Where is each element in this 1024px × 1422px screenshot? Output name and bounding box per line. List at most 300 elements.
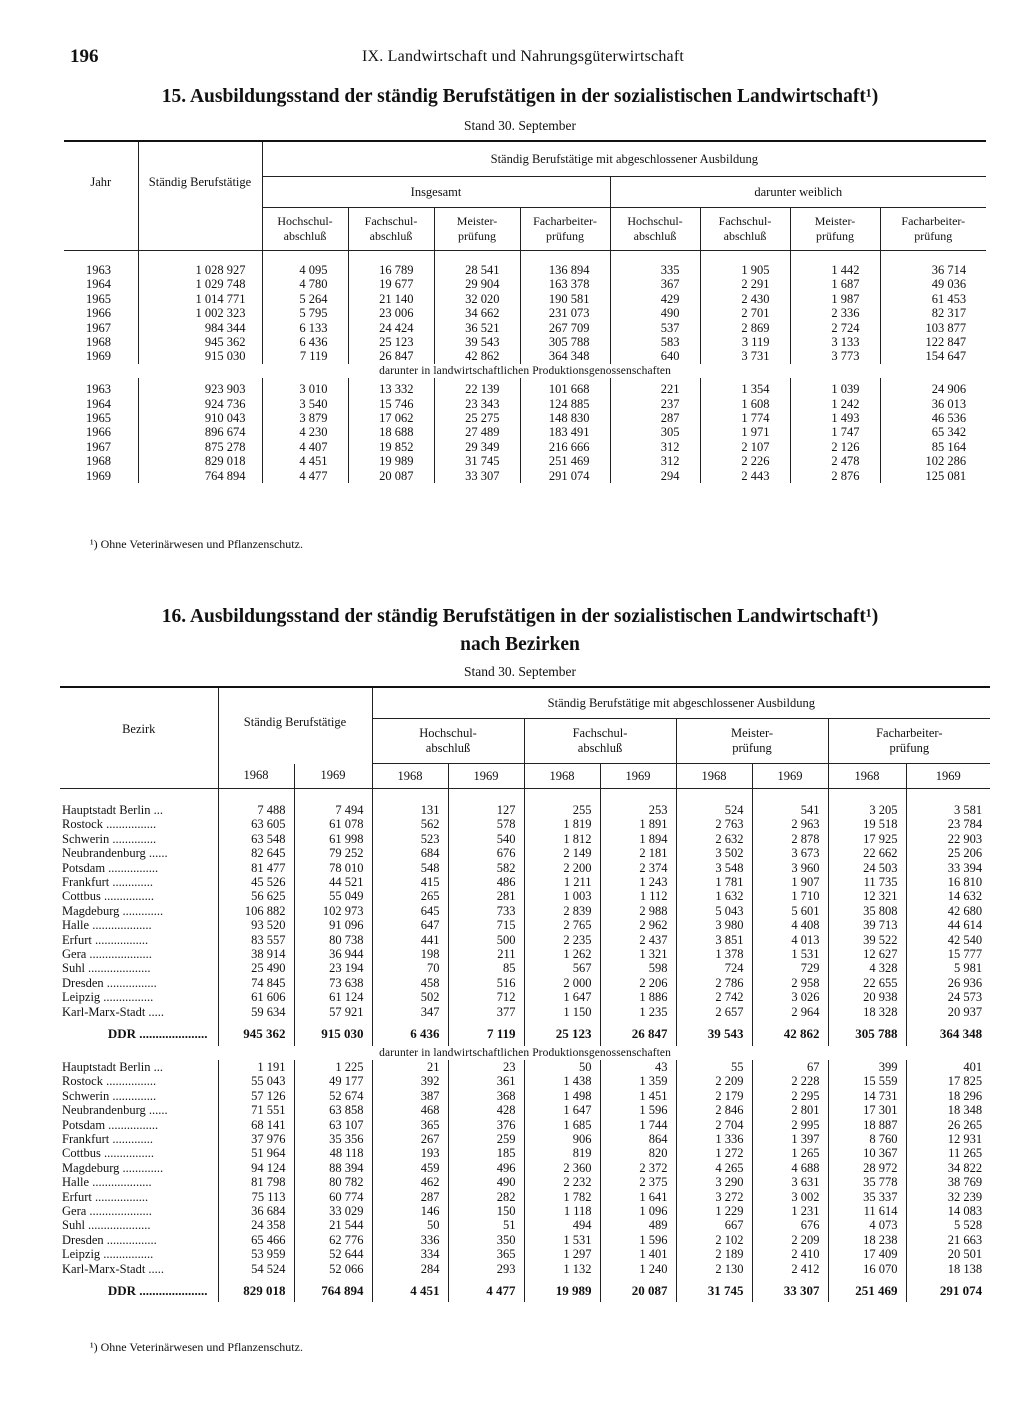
table-row [60,861,990,875]
table-cell: 185 [448,1146,524,1160]
table-cell: 21 [372,1060,448,1074]
table-cell: 2 291 [700,277,790,291]
table-cell: 49 036 [931,277,967,292]
table-cell: 38 914 [218,947,294,961]
table-cell: 1 647 [524,1103,600,1117]
table-cell: 1 774 [700,411,790,425]
table-cell: 24 424 [348,321,434,335]
table-cell: 2 963 [752,817,828,831]
table-cell: 3 026 [752,990,828,1004]
table-cell: 42 680 [947,903,983,918]
row-bezirk: Schwerin .............. [60,1089,218,1103]
table-row [60,1161,990,1175]
col-header-sub: Facharbeiter-prüfung [828,719,990,764]
table-cell: 945 362 [218,1019,294,1045]
table-cell: 945 362 [138,335,262,349]
table-cell: 18 328 [828,1005,906,1019]
table-cell: 198 [372,947,448,961]
table-cell: 1 608 [700,397,790,411]
table-cell: 4 477 [448,1276,524,1302]
table-cell: 7 119 [262,349,348,363]
table-cell: 336 [372,1233,448,1247]
table-cell: 2 206 [600,976,676,990]
table-cell: 39 543 [676,1019,752,1045]
table-cell: 540 [448,832,524,846]
table-cell: 334 [372,1247,448,1261]
table-cell: 22 903 [947,831,983,846]
col-header-weiblich: darunter weiblich [610,177,986,208]
table-row [60,1132,990,1146]
table-cell: 33 307 [752,1276,828,1302]
table-cell: 4 477 [262,469,348,483]
table-cell: 5 601 [752,904,828,918]
table-cell: 2 632 [676,832,752,846]
table-cell: 45 526 [218,875,294,889]
col-header-year: Jahr [64,141,138,251]
table-cell: 764 894 [294,1276,372,1302]
table-cell: 21 544 [294,1218,372,1232]
table-cell: 15 746 [348,397,434,411]
table-cell: 23 343 [434,397,520,411]
table-row [60,1146,990,1160]
table-cell: 74 845 [218,976,294,990]
table-cell: 25 275 [434,411,520,425]
table-cell: 23 006 [348,306,434,320]
table-cell: 1 039 [790,378,880,396]
table-cell: 3 010 [262,378,348,396]
table-cell: 39 543 [434,335,520,349]
table-row [60,1103,990,1117]
table-cell: 67 [752,1060,828,1074]
table-cell: 81 798 [218,1175,294,1189]
table-cell: 2 763 [676,817,752,831]
table-cell: 39 713 [828,918,906,932]
table-cell: 25 123 [524,1019,600,1045]
table-cell: 61 453 [931,291,967,306]
table-cell: 548 [372,861,448,875]
table-cell: 94 124 [218,1161,294,1175]
table-cell: 35 337 [828,1190,906,1204]
table-row [64,469,986,483]
table-cell: 93 520 [218,918,294,932]
table-cell: 163 378 [520,277,610,291]
table15-title: 15. Ausbildungsstand der ständig Berufstätigen in der sozialistischen Landwirtschaft¹) [161,86,879,107]
table-cell: 31 745 [434,454,520,468]
row-bezirk: Neubrandenburg ...... [60,846,218,860]
table-cell: 85 164 [931,439,967,454]
table-row [60,933,990,947]
table-row [64,454,986,468]
col-header-year: 1968 [676,764,752,789]
table-cell: 36 521 [434,321,520,335]
table-cell: 2 964 [752,1005,828,1019]
table-cell: 3 502 [676,846,752,860]
table-cell: 12 321 [828,889,906,903]
table-cell: 2 443 [700,469,790,483]
table-cell: 829 018 [218,1276,294,1302]
table-cell: 1 014 771 [138,292,262,306]
table-row [60,1118,990,1132]
table-cell: 3 773 [790,349,880,363]
row-bezirk: Gera .................... [60,947,218,961]
table-cell: 820 [600,1146,676,1160]
table-cell: 55 049 [294,889,372,903]
table-cell: 18 688 [348,425,434,439]
table-cell: 1 747 [790,425,880,439]
table-cell: 33 029 [294,1204,372,1218]
table-cell: 541 [752,789,828,818]
table-cell: 17 062 [348,411,434,425]
table-cell: 1 002 323 [138,306,262,320]
table-cell: 1 451 [600,1089,676,1103]
table-cell: 399 [828,1060,906,1074]
table-cell: 122 847 [925,335,967,350]
table-cell: 715 [448,918,524,932]
table-cell: 1 632 [676,889,752,903]
table-row [60,918,990,932]
table-cell: 231 073 [520,306,610,320]
table-cell: 516 [448,976,524,990]
table-cell: 1 243 [600,875,676,889]
running-head: IX. Landwirtschaft und Nahrungsgüterwirtschaft [362,48,684,65]
table-cell: 645 [372,904,448,918]
table-cell: 1 096 [600,1204,676,1218]
table-cell: 1 891 [600,817,676,831]
table-cell: 676 [752,1218,828,1232]
table-cell: 211 [448,947,524,961]
table-cell: 28 972 [828,1161,906,1175]
table-cell: 2 878 [752,832,828,846]
table-row [64,378,986,396]
table-cell: 38 769 [947,1175,983,1190]
table-cell: 25 206 [947,846,983,861]
table-cell: 567 [524,961,600,975]
table-cell: 1 397 [752,1132,828,1146]
table-cell: 281 [448,889,524,903]
row-bezirk: Halle ................... [60,1175,218,1189]
table-cell: 305 [610,425,700,439]
table-cell: 52 066 [294,1262,372,1276]
table-cell: 350 [448,1233,524,1247]
table-cell: 2 478 [790,454,880,468]
table-cell: 1 297 [524,1247,600,1261]
table-cell: 55 043 [218,1074,294,1088]
table-cell: 150 [448,1204,524,1218]
table-cell: 3 851 [676,933,752,947]
row-bezirk: Suhl .................... [60,1218,218,1232]
table-cell: 33 307 [434,469,520,483]
table-cell: 48 118 [294,1146,372,1160]
table-cell: 1 438 [524,1074,600,1088]
table-cell: 3 673 [752,846,828,860]
table-cell: 1 118 [524,1204,600,1218]
table-cell: 23 [448,1060,524,1074]
table-row [64,425,986,439]
table-cell: 50 [372,1218,448,1232]
table-cell: 291 074 [520,469,610,483]
table-cell: 190 581 [520,292,610,306]
table-cell: 2 179 [676,1089,752,1103]
table-cell: 19 989 [524,1276,600,1302]
row-year: 1969 [64,469,138,483]
table-cell: 915 030 [138,349,262,363]
row-bezirk: Schwerin .............. [60,832,218,846]
table-cell: 305 788 [828,1019,906,1045]
table-cell: 2 130 [676,1262,752,1276]
table-cell: 12 627 [828,947,906,961]
table-cell: 26 936 [947,975,983,990]
table-cell: 2 701 [700,306,790,320]
table-cell: 2 226 [700,454,790,468]
row-year: 1965 [64,411,138,425]
table-cell: 44 521 [294,875,372,889]
table-cell: 2 786 [676,976,752,990]
col-header-total: Ständig Berufstätige [138,141,262,251]
table-cell: 43 [600,1060,676,1074]
table-cell: 83 557 [218,933,294,947]
table-cell: 70 [372,961,448,975]
table-cell: 1 782 [524,1190,600,1204]
section-label: darunter in landwirtschaftlichen Produktionsgenossenschaften [379,364,671,377]
row-bezirk: Cottbus ................ [60,1146,218,1160]
table-cell: 376 [448,1118,524,1132]
table-cell: 1 710 [752,889,828,903]
table-cell: 5 795 [262,306,348,320]
table-cell: 63 858 [294,1103,372,1117]
table-row [60,1247,990,1261]
table-cell: 23 784 [947,817,983,832]
table-cell: 667 [676,1218,752,1232]
table-cell: 1 442 [790,251,880,278]
row-bezirk: Erfurt ................. [60,933,218,947]
table-cell: 29 349 [434,440,520,454]
table-cell: 17 925 [828,832,906,846]
table-cell: 364 348 [939,1026,983,1042]
table-cell: 6 436 [372,1019,448,1045]
table-row [60,947,990,961]
table-cell: 364 348 [520,349,610,363]
table-cell: 80 738 [294,933,372,947]
table-cell: 2 235 [524,933,600,947]
table-cell: 7 494 [294,789,372,818]
table15-subtitle: Stand 30. September [463,118,577,133]
table-cell: 3 272 [676,1190,752,1204]
table-row [60,904,990,918]
table-cell: 42 540 [947,932,983,947]
table-cell: 2 360 [524,1161,600,1175]
table-cell: 29 904 [434,277,520,291]
table-cell: 37 976 [218,1132,294,1146]
table-cell: 2 228 [752,1074,828,1088]
table-cell: 19 518 [828,817,906,831]
table-cell: 31 745 [676,1276,752,1302]
table-row [60,990,990,1004]
table-cell: 17 825 [947,1074,983,1089]
table-cell: 23 194 [294,961,372,975]
table-cell: 582 [448,861,524,875]
table-cell: 4 407 [262,440,348,454]
table16-subtitle: Stand 30. September [463,664,577,679]
table-cell: 251 469 [520,454,610,468]
table-cell: 8 760 [828,1132,906,1146]
table-cell: 684 [372,846,448,860]
table-cell: 2 189 [676,1247,752,1261]
table-cell: 7 488 [218,789,294,818]
table-cell: 2 801 [752,1103,828,1117]
table-cell: 1 029 748 [138,277,262,291]
table-cell: 583 [610,335,700,349]
table-cell: 5 981 [953,961,983,976]
table-cell: 57 921 [294,1005,372,1019]
row-bezirk: Magdeburg ............. [60,1161,218,1175]
table-cell: 489 [600,1218,676,1232]
table-cell: 458 [372,976,448,990]
col-header-year: 1969 [752,764,828,789]
table-row [60,817,990,831]
table-cell: 4 451 [262,454,348,468]
table-cell: 1 596 [600,1233,676,1247]
table-cell: 24 906 [931,382,967,397]
table-cell: 1 262 [524,947,600,961]
table-cell: 34 662 [434,306,520,320]
table-cell: 61 606 [218,990,294,1004]
table-cell: 11 735 [828,875,906,889]
table-cell: 3 960 [752,861,828,875]
table-cell: 65 342 [931,425,967,440]
table-cell: 44 614 [947,918,983,933]
table-cell: 640 [610,349,700,363]
table-cell: 36 714 [931,263,967,277]
table-cell: 6 133 [262,321,348,335]
col-header-year: 1968 [524,764,600,789]
row-bezirk: Frankfurt ............. [60,1132,218,1146]
table-row [60,1060,990,1074]
col-header-year: 1969 [448,764,524,789]
table-cell: 20 501 [947,1247,983,1262]
table-cell: 27 489 [434,425,520,439]
table-cell: 63 605 [218,817,294,831]
table-cell: 101 668 [520,378,610,396]
table-cell: 387 [372,1089,448,1103]
table-cell: 6 436 [262,335,348,349]
table-cell: 52 644 [294,1247,372,1261]
table-cell: 255 [524,789,600,818]
table-cell: 39 522 [828,933,906,947]
table-cell: 60 774 [294,1190,372,1204]
table-cell: 85 [448,961,524,975]
table-row [64,277,986,291]
table-cell: 56 625 [218,889,294,903]
table-cell: 127 [448,789,524,818]
table-cell: 13 332 [348,378,434,396]
table-cell: 102 973 [294,904,372,918]
table-cell: 468 [372,1103,448,1117]
table-cell: 75 113 [218,1190,294,1204]
table-cell: 1 240 [600,1262,676,1276]
col-header-sub: Meister-prüfung [790,208,880,251]
table-cell: 5 043 [676,904,752,918]
table-cell: 1 685 [524,1118,600,1132]
table-cell: 284 [372,1262,448,1276]
table-cell: 2 437 [600,933,676,947]
table-row [60,1175,990,1189]
table-cell: 523 [372,832,448,846]
table-cell: 3 205 [828,789,906,818]
table-cell: 61 078 [294,817,372,831]
table-cell: 61 124 [294,990,372,1004]
table-cell: 3 133 [790,335,880,349]
table-cell: 20 937 [947,1004,983,1019]
row-bezirk: Leipzig ................ [60,990,218,1004]
table16 [60,686,990,1302]
row-year: 1964 [64,397,138,411]
col-header-group: Ständig Berufstätige mit abgeschlossener Ausbildung [262,141,986,177]
table-cell: 293 [448,1262,524,1276]
table-cell: 193 [372,1146,448,1160]
table-cell: 34 822 [947,1160,983,1175]
table-cell: 221 [610,378,700,396]
col-header-sub: Hochschul-abschluß [610,208,700,251]
table-cell: 237 [610,397,700,411]
table-cell: 2 209 [676,1074,752,1088]
table-cell: 1 028 927 [138,251,262,278]
table-cell: 24 503 [828,861,906,875]
row-bezirk: Potsdam ................ [60,1118,218,1132]
table-cell: 54 524 [218,1262,294,1276]
row-bezirk: Frankfurt ............. [60,875,218,889]
row-bezirk: Rostock ................ [60,1074,218,1088]
row-year: 1966 [64,425,138,439]
table-cell: 829 018 [138,454,262,468]
col-header-sub: Facharbeiter-prüfung [901,214,966,243]
table-cell: 62 776 [294,1233,372,1247]
table-cell: 3 879 [262,411,348,425]
table-cell: 51 [448,1218,524,1232]
table-cell: 3 540 [262,397,348,411]
table-cell: 59 634 [218,1005,294,1019]
table-cell: 647 [372,918,448,932]
row-bezirk: Neubrandenburg ...... [60,1103,218,1117]
table-cell: 51 964 [218,1146,294,1160]
table-row [64,292,986,306]
table-cell: 365 [448,1247,524,1261]
table-cell: 1 191 [218,1060,294,1074]
table-cell: 26 847 [600,1019,676,1045]
table-cell: 55 [676,1060,752,1074]
table-cell: 14 083 [947,1203,983,1218]
table-cell: 1 150 [524,1005,600,1019]
table-cell: 2 958 [752,976,828,990]
col-header-sub: Hochschul-abschluß [372,719,524,764]
table-cell: 733 [448,904,524,918]
table-cell: 3 631 [752,1175,828,1189]
table-cell: 486 [448,875,524,889]
table-cell: 82 317 [931,306,967,321]
table-cell: 490 [610,306,700,320]
table-cell: 73 638 [294,976,372,990]
table-cell: 312 [610,440,700,454]
row-year: 1963 [64,251,138,278]
table-cell: 36 684 [218,1204,294,1218]
table-cell: 5 264 [262,292,348,306]
table-row [60,846,990,860]
table-cell: 2 232 [524,1175,600,1189]
table-cell: 16 070 [828,1262,906,1276]
table-cell: 88 394 [294,1161,372,1175]
table-cell: 392 [372,1074,448,1088]
table-cell: 494 [524,1218,600,1232]
table-cell: 924 736 [138,397,262,411]
